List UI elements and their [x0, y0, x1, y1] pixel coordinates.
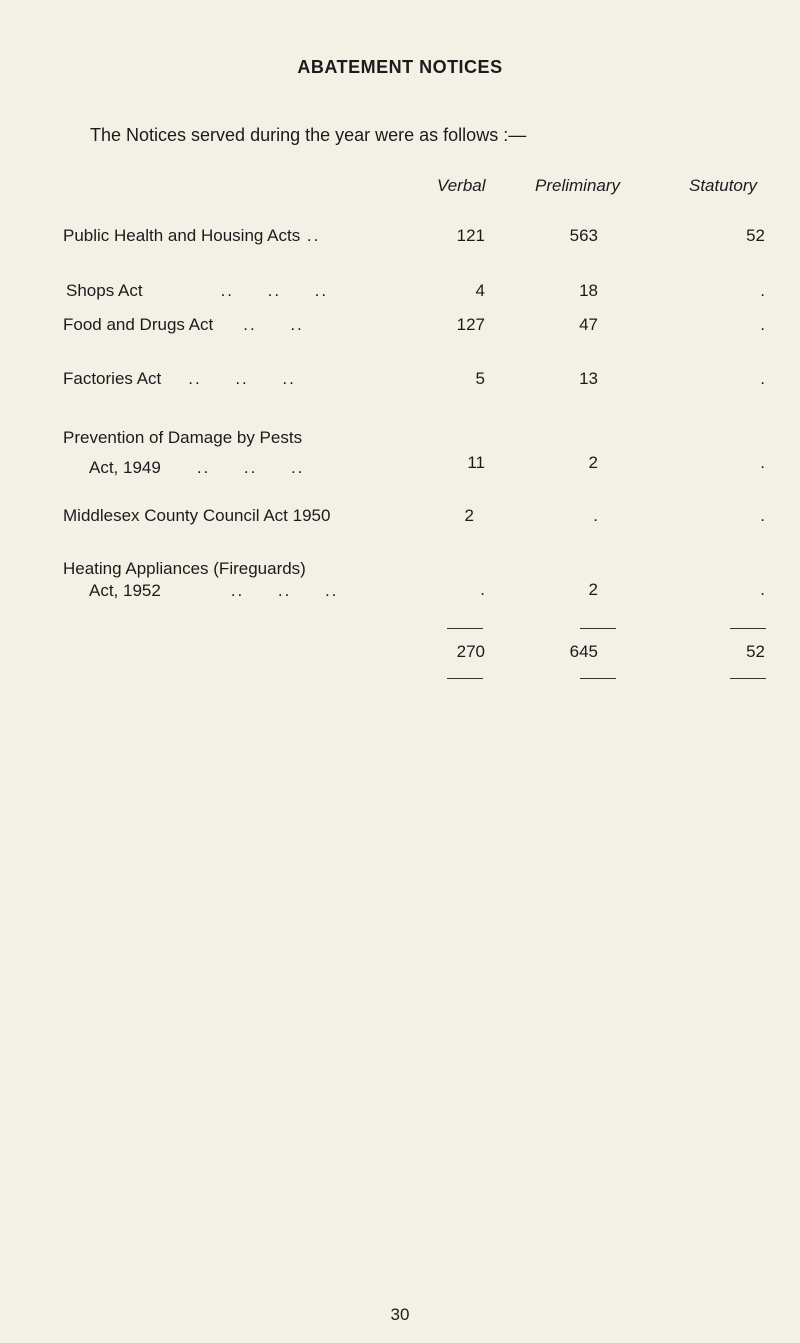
row-leader-dots: .. .. ..: [188, 369, 296, 388]
row-label-line2: [89, 580, 338, 602]
row-leader-dots: .. .. ..: [230, 581, 339, 600]
cell-verbal: 121: [456, 226, 485, 245]
page-title: ABATEMENT NOTICES: [297, 57, 503, 77]
cell-preliminary: 2: [588, 453, 598, 472]
row-label-line2-text: Act, 1952: [89, 581, 161, 600]
cell-preliminary: 18: [579, 281, 598, 300]
row-leader-dots: .. .. ..: [220, 281, 329, 300]
cell-preliminary: 2: [588, 580, 598, 599]
total-rule-bottom: [730, 678, 766, 679]
cell-statutory: .: [760, 369, 765, 388]
row-label-text: Shops Act: [66, 281, 143, 300]
cell-verbal: 2: [464, 506, 474, 525]
row-leader-dots: ..: [300, 226, 321, 245]
total-rule-top: [447, 628, 483, 629]
cell-preliminary: 47: [579, 315, 598, 334]
cell-statutory: .: [760, 281, 765, 300]
table-row-label: [63, 369, 296, 389]
table-row-label: [63, 423, 304, 483]
cell-preliminary: .: [593, 506, 598, 525]
total-statutory: 52: [746, 642, 765, 661]
total-rule-top: [730, 628, 766, 629]
column-header-verbal: Verbal: [437, 176, 486, 195]
cell-statutory: .: [760, 506, 765, 525]
table-row-label: [63, 506, 330, 526]
cell-preliminary: 13: [579, 369, 598, 388]
total-preliminary: 645: [569, 642, 598, 661]
cell-statutory: 52: [746, 226, 765, 245]
total-rule-bottom: [580, 678, 616, 679]
total-verbal: 270: [456, 642, 485, 661]
intro-text: The Notices served during the year were as follows :—: [90, 125, 527, 145]
cell-verbal: .: [480, 580, 485, 599]
row-label-line2-text: Act, 1949: [89, 458, 161, 477]
table-row-label: [63, 315, 304, 335]
row-label-text: Public Health and Housing Acts: [63, 226, 301, 245]
row-leader-dots: .. .. ..: [196, 458, 305, 477]
row-label-line2: [89, 453, 304, 483]
page-number: 30: [390, 1305, 410, 1324]
cell-verbal: 127: [456, 315, 485, 334]
table-row-label: [63, 226, 320, 246]
row-label-text: Heating Appliances (Fireguards): [63, 559, 306, 578]
row-label-text: Middlesex County Council Act 1950: [63, 506, 331, 525]
cell-verbal: 11: [467, 453, 485, 472]
cell-statutory: .: [760, 453, 765, 472]
cell-statutory: .: [760, 580, 765, 599]
cell-verbal: 4: [475, 281, 485, 300]
table-row-label: [66, 281, 328, 301]
table-row-label: [63, 558, 338, 602]
cell-statutory: .: [760, 315, 765, 334]
column-header-statutory: Statutory: [689, 176, 758, 195]
cell-preliminary: 563: [569, 226, 598, 245]
column-header-preliminary: Preliminary: [535, 176, 621, 195]
total-rule-bottom: [447, 678, 483, 679]
row-label-text: Food and Drugs Act: [63, 315, 214, 334]
row-label-text: Factories Act: [63, 369, 162, 388]
cell-verbal: 5: [475, 369, 485, 388]
total-rule-top: [580, 628, 616, 629]
row-label-text: Prevention of Damage by Pests: [63, 428, 303, 447]
row-leader-dots: .. ..: [243, 315, 304, 334]
